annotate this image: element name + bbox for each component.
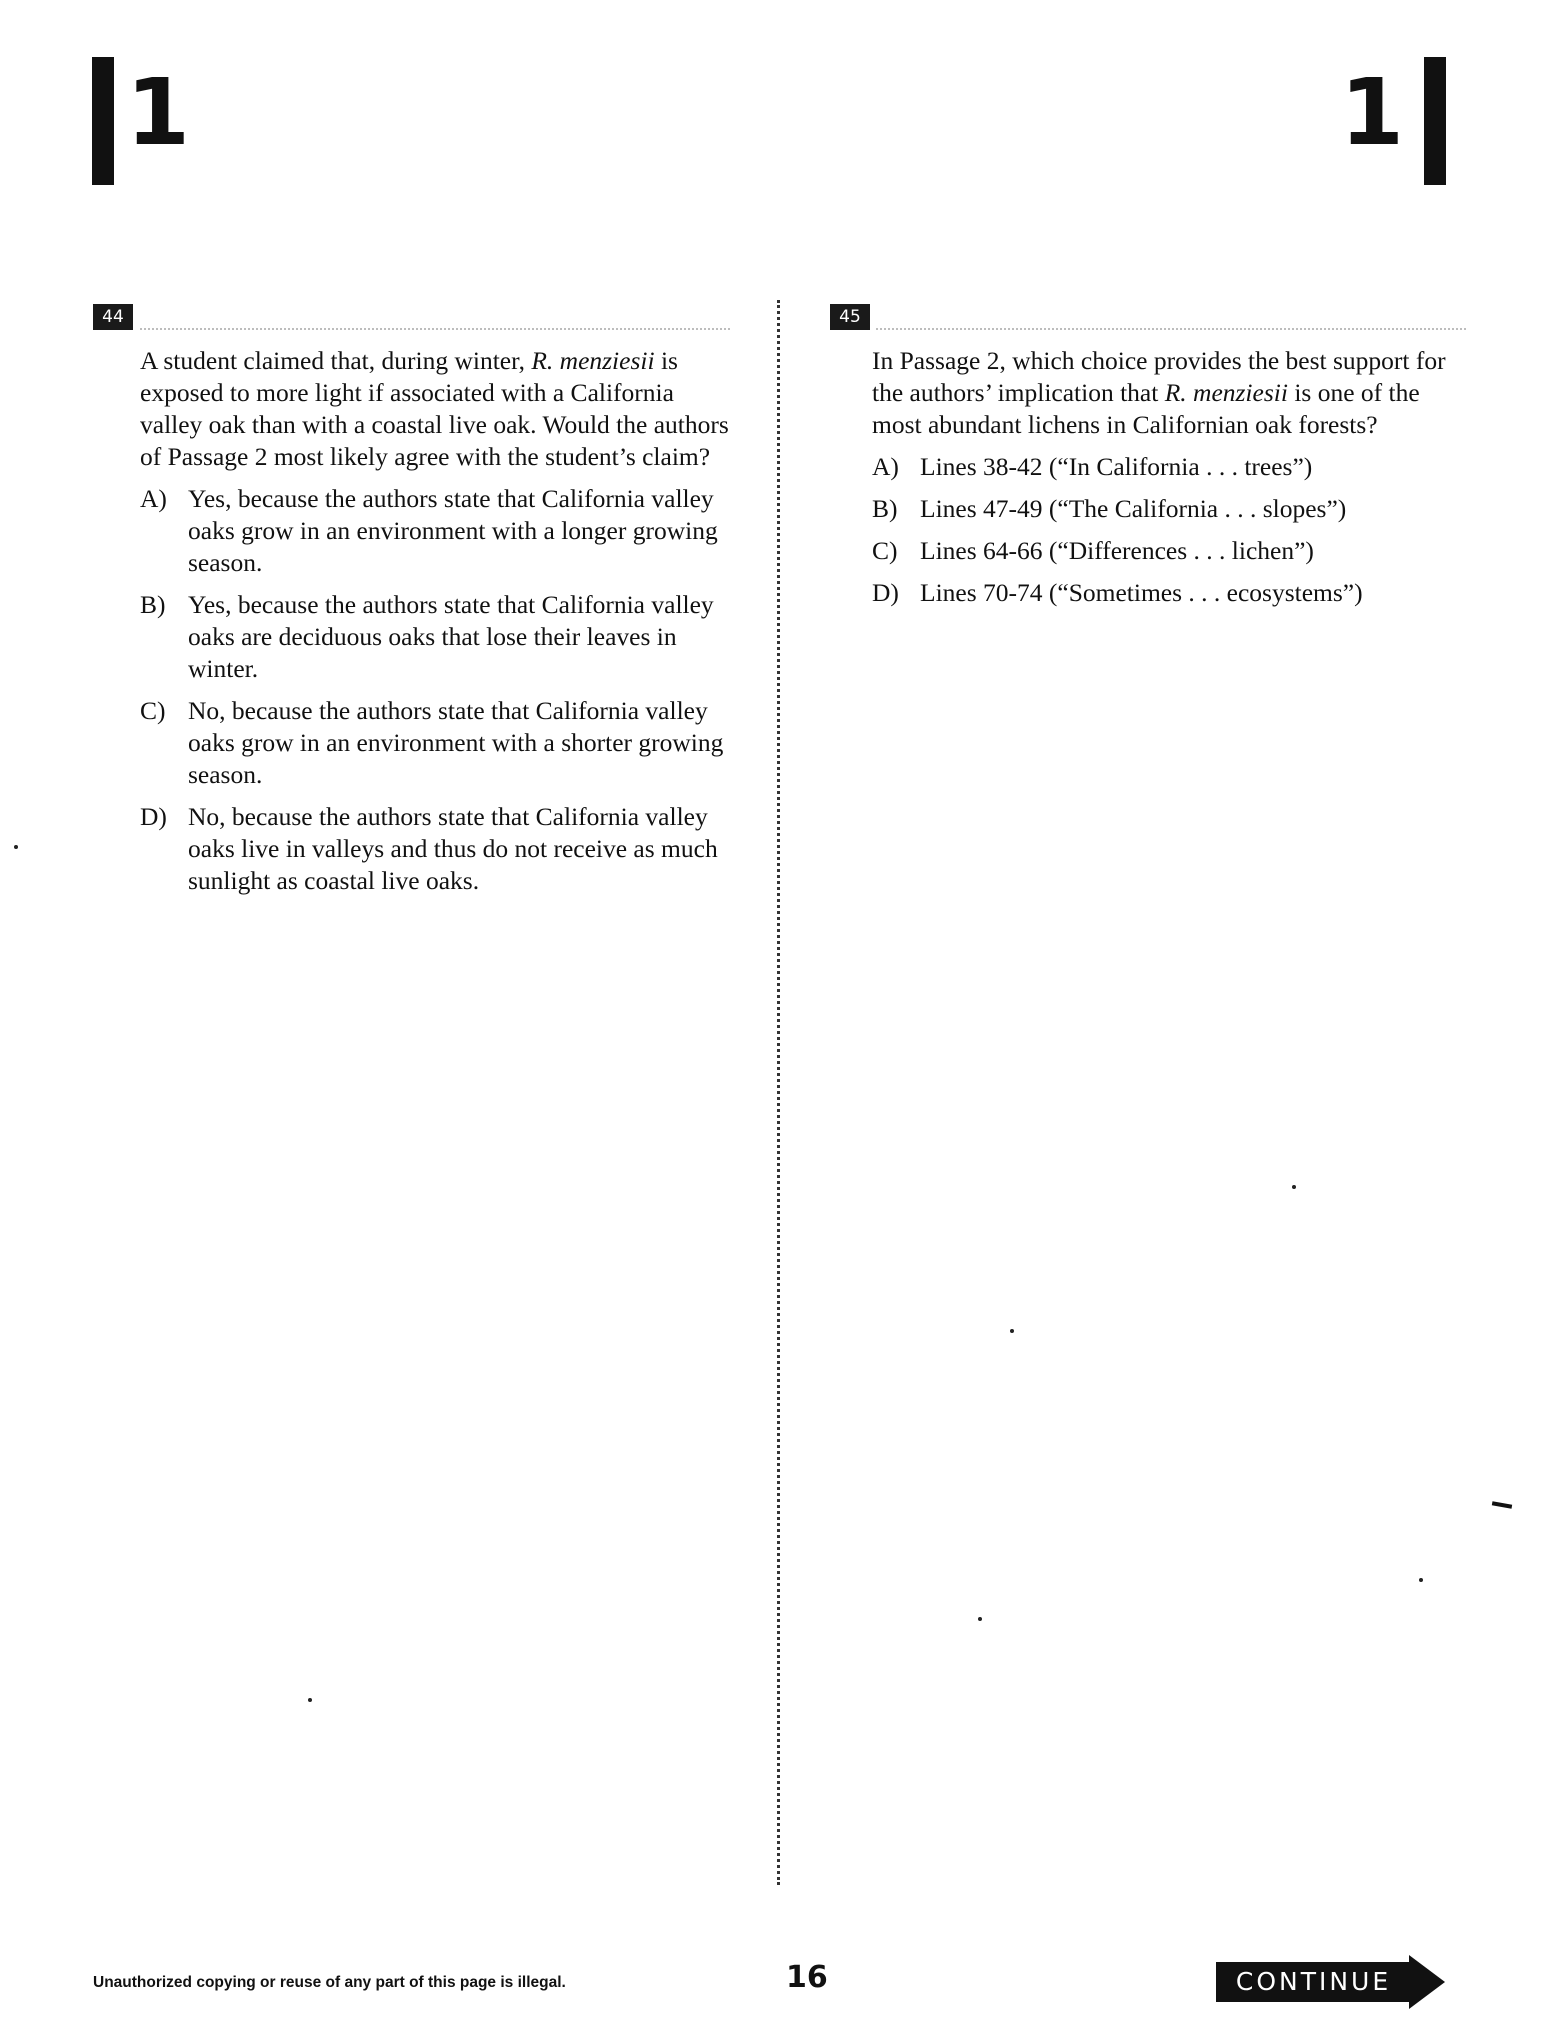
choice-text: Lines 70-74 (“Sometimes . . . ecosystems”) [920,578,1363,607]
choice-text: No, because the authors state that California valley oaks grow in an environment with a shorter growing season. [188,696,724,789]
choice-letter: B) [140,590,166,619]
question-rule-45 [876,328,1466,330]
continue-label: CONTINUE [1235,1967,1392,1996]
choice-letter: D) [140,802,167,831]
question-45 [872,345,1472,619]
arrow-right-icon [1409,1955,1445,2009]
stem-text: A student claimed that, during winter, [140,346,532,375]
section-bar-right [1424,57,1446,185]
answer-choice-c[interactable] [872,535,1472,567]
answer-choice-b[interactable] [872,493,1472,525]
choice-letter: C) [872,536,898,565]
species-name: R. menziesii [531,346,655,375]
question-stem [140,345,740,473]
species-name: R. menziesii [1164,378,1288,407]
choice-text: Lines 38-42 (“In California . . . trees”) [920,452,1313,481]
continue-arrow [1216,1955,1446,2009]
choice-text: Lines 64-66 (“Differences . . . lichen”) [920,536,1314,565]
section-number-left: 1 [126,59,191,166]
scan-mark [1492,1501,1512,1508]
choice-letter: C) [140,696,166,725]
page-number: 16 [786,1960,828,1995]
scan-speck [14,845,18,849]
choice-letter: B) [872,494,898,523]
scan-speck [1419,1578,1423,1582]
stem-text: is exposed to more light if associated with a California valley oak than with a coastal live oak. Would the authors of Passage 2 most likely agree with the student’s claim? [140,346,729,471]
choice-text: Yes, because the authors state that California valley oaks are deciduous oaks that lose their leaves in winter. [188,590,714,683]
copyright-notice: Unauthorized copying or reuse of any part of this page is illegal. [93,1974,566,1991]
choice-text: Yes, because the authors state that California valley oaks grow in an environment with a longer growing season. [188,484,718,577]
scan-speck [1010,1329,1014,1333]
answer-choice-a[interactable] [872,451,1472,483]
section-number-right: 1 [1340,59,1405,166]
column-divider [777,300,780,1885]
question-44 [140,345,740,907]
scan-speck [308,1698,312,1702]
section-bar-left [92,57,114,185]
answer-choice-c[interactable] [140,695,740,791]
choice-letter: D) [872,578,899,607]
choice-letter: A) [140,484,167,513]
stem-text: In Passage 2, which choice provides the best support for the authors’ implication that [872,346,1446,407]
choice-text: No, because the authors state that California valley oaks live in valleys and thus do not receive as much sunlight as coastal live oaks. [188,802,718,895]
choice-letter: A) [872,452,899,481]
question-number-45: 45 [830,304,870,330]
answer-choice-b[interactable] [140,589,740,685]
question-rule-44 [140,328,730,330]
answer-choice-a[interactable] [140,483,740,579]
question-stem [872,345,1472,441]
scan-speck [1292,1185,1296,1189]
question-number-44: 44 [93,304,133,330]
answer-choice-d[interactable] [872,577,1472,609]
answer-choice-d[interactable] [140,801,740,897]
stem-text: is one of the most abundant lichens in Californian oak forests? [872,378,1420,439]
scan-speck [978,1617,982,1621]
choice-text: Lines 47-49 (“The California . . . slopes”) [920,494,1347,523]
